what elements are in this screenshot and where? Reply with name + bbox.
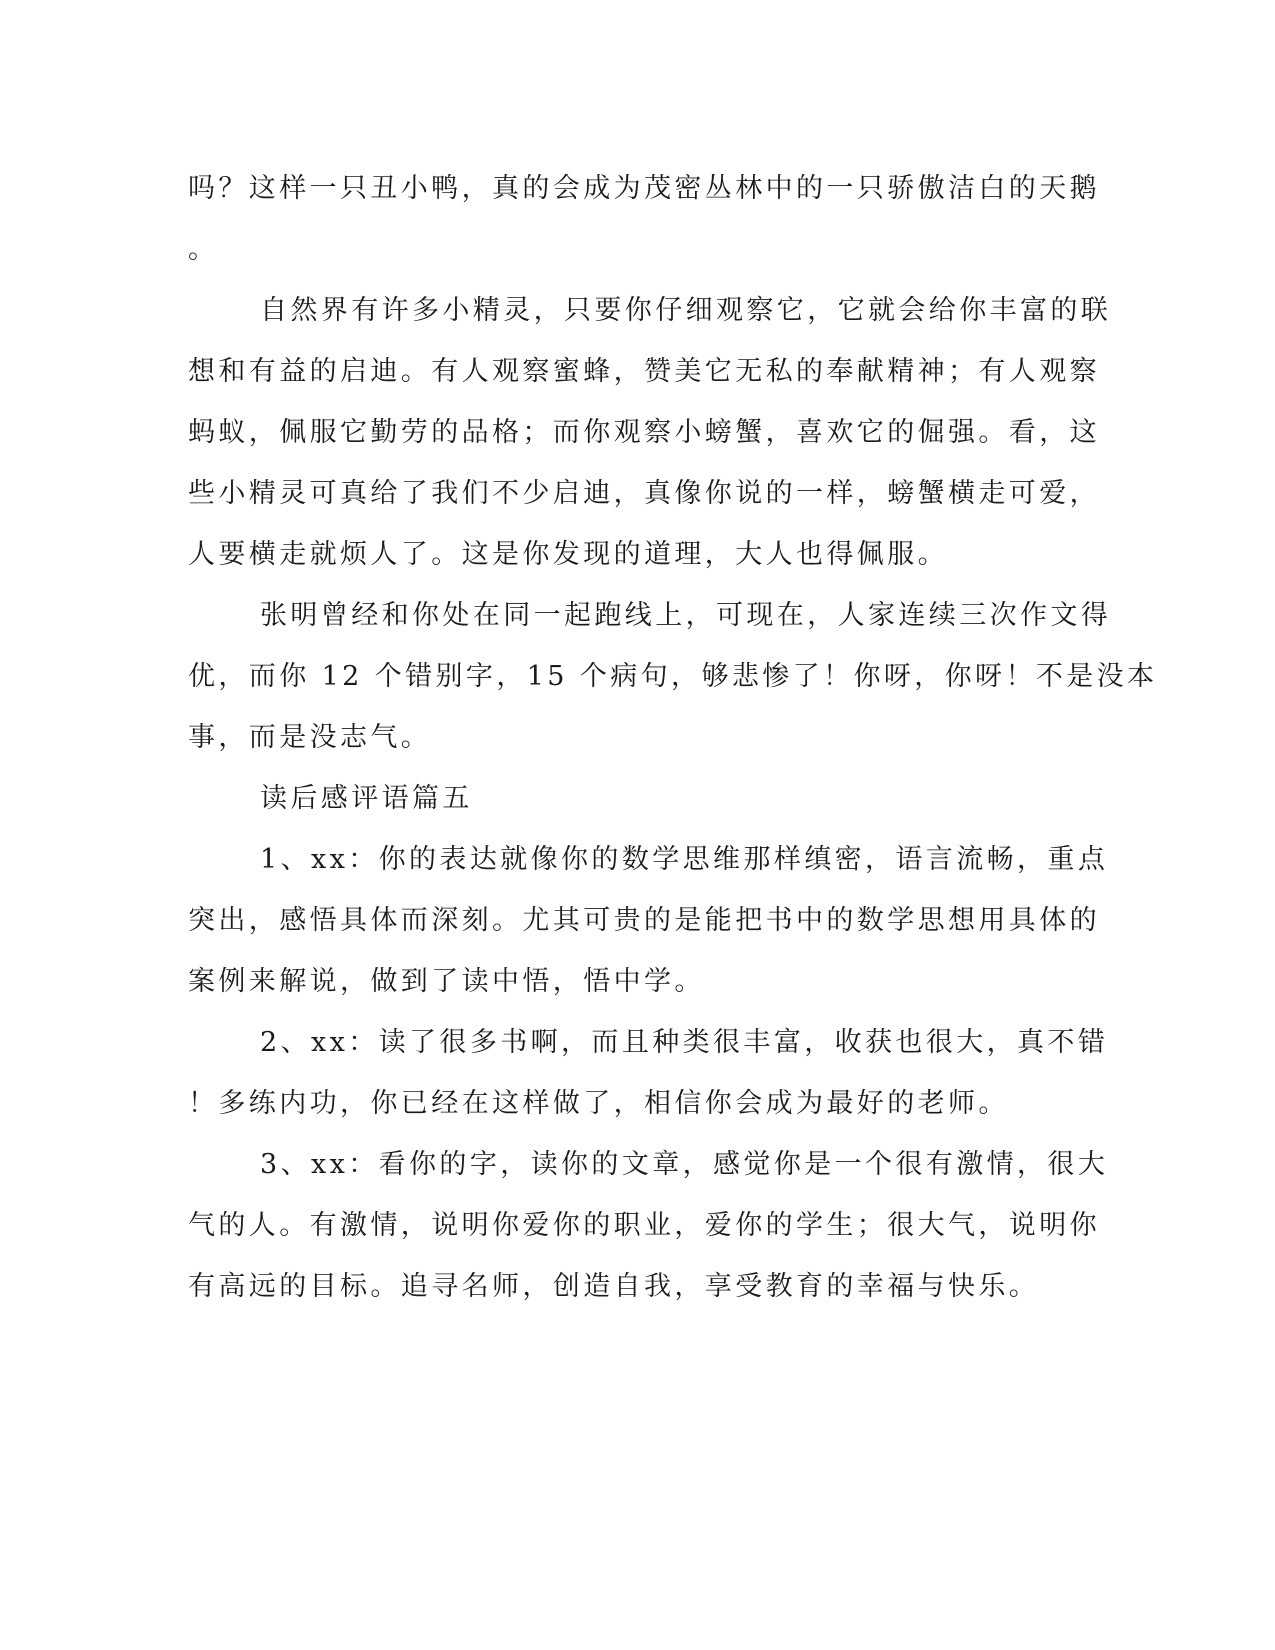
text-line: 人要横走就烦人了。这是你发现的道理，大人也得佩服。 [188, 539, 948, 570]
text-line: 想和有益的启迪。有人观察蜜蜂，赞美它无私的奉献精神；有人观察 [188, 356, 1100, 387]
text-line: 。 [188, 234, 219, 265]
text-line: 些小精灵可真给了我们不少启迪，真像你说的一样，螃蟹横走可爱， [188, 478, 1100, 509]
paragraph-start-line: 3、xx：看你的字，读你的文章，感觉你是一个很有激情，很大 [260, 1149, 1109, 1180]
text-line: 突出，感悟具体而深刻。尤其可贵的是能把书中的数学思想用具体的 [188, 905, 1100, 936]
text-line: 气的人。有激情，说明你爱你的职业，爱你的学生；很大气，说明你 [188, 1210, 1100, 1241]
paragraph-start-line: 自然界有许多小精灵，只要你仔细观察它，它就会给你丰富的联 [260, 295, 1112, 326]
paragraph-start-line: 1、xx：你的表达就像你的数学思维那样缜密，语言流畅，重点 [260, 844, 1109, 875]
text-line: 案例来解说，做到了读中悟，悟中学。 [188, 966, 705, 997]
paragraph-start-line: 2、xx：读了很多书啊，而且种类很丰富，收获也很大，真不错 [260, 1027, 1109, 1058]
text-line: 优，而你 12 个错别字，15 个病句，够悲惨了！你呀，你呀！不是没本 [188, 661, 1158, 692]
paragraph-start-line: 张明曾经和你处在同一起跑线上，可现在，人家连续三次作文得 [260, 600, 1112, 631]
text-line: ！多练内功，你已经在这样做了，相信你会成为最好的老师。 [188, 1088, 1009, 1119]
section-heading: 读后感评语篇五 [260, 783, 473, 814]
text-line: 吗？这样一只丑小鸭，真的会成为茂密丛林中的一只骄傲洁白的天鹅 [188, 173, 1100, 204]
document-body [188, 158, 1158, 1317]
text-line: 有高远的目标。追寻名师，创造自我，享受教育的幸福与快乐。 [188, 1271, 1040, 1302]
text-line: 蚂蚁，佩服它勤劳的品格；而你观察小螃蟹，喜欢它的倔强。看，这 [188, 417, 1100, 448]
text-line: 事，而是没志气。 [188, 722, 432, 753]
